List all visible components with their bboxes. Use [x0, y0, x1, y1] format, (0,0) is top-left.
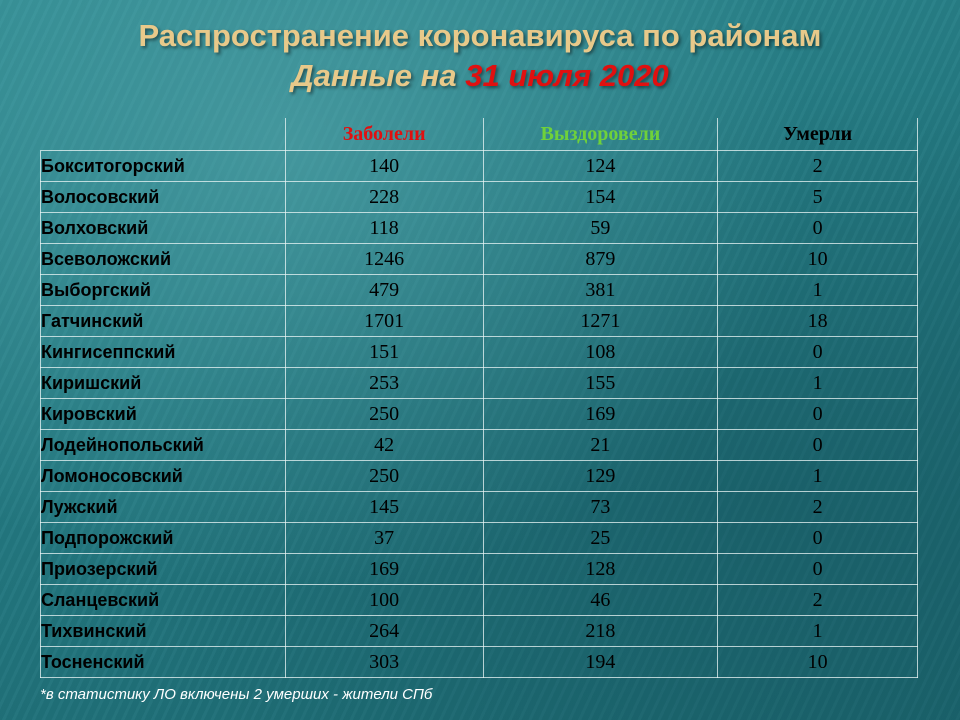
recovered-cell: 218	[483, 616, 718, 647]
district-cell: Кингисеппский	[41, 337, 286, 368]
table-row	[41, 306, 918, 337]
table-header-row	[41, 118, 918, 151]
sick-cell: 479	[285, 275, 483, 306]
sick-cell: 42	[285, 430, 483, 461]
subtitle-prefix: Данные на	[291, 58, 466, 93]
dead-cell: 1	[718, 616, 918, 647]
recovered-cell: 46	[483, 585, 718, 616]
district-cell: Всеволожский	[41, 244, 286, 275]
sick-cell: 118	[285, 213, 483, 244]
district-cell: Ломоносовский	[41, 461, 286, 492]
recovered-cell: 129	[483, 461, 718, 492]
recovered-cell: 381	[483, 275, 718, 306]
dead-cell: 10	[718, 244, 918, 275]
recovered-cell: 124	[483, 151, 718, 182]
dead-cell: 0	[718, 213, 918, 244]
district-cell: Лужский	[41, 492, 286, 523]
table-row	[41, 616, 918, 647]
recovered-cell: 155	[483, 368, 718, 399]
table-row	[41, 554, 918, 585]
recovered-cell: 25	[483, 523, 718, 554]
dead-cell: 1	[718, 275, 918, 306]
sick-cell: 1701	[285, 306, 483, 337]
table-row	[41, 647, 918, 678]
district-stats-table	[40, 118, 918, 678]
header-sick: Заболели	[285, 118, 483, 151]
table-row	[41, 182, 918, 213]
district-cell: Киришский	[41, 368, 286, 399]
recovered-cell: 154	[483, 182, 718, 213]
district-cell: Волховский	[41, 213, 286, 244]
dead-cell: 2	[718, 492, 918, 523]
district-cell: Кировский	[41, 399, 286, 430]
sick-cell: 253	[285, 368, 483, 399]
sick-cell: 250	[285, 399, 483, 430]
table-row	[41, 492, 918, 523]
sick-cell: 145	[285, 492, 483, 523]
table-row	[41, 275, 918, 306]
dead-cell: 2	[718, 151, 918, 182]
sick-cell: 228	[285, 182, 483, 213]
dead-cell: 18	[718, 306, 918, 337]
page-title: Распространение коронавируса по районам	[138, 18, 822, 53]
recovered-cell: 59	[483, 213, 718, 244]
dead-cell: 0	[718, 430, 918, 461]
sick-cell: 151	[285, 337, 483, 368]
header-recovered: Выздоровели	[483, 118, 718, 151]
table-row	[41, 368, 918, 399]
subtitle-date: 31 июля 2020	[465, 58, 669, 93]
recovered-cell: 73	[483, 492, 718, 523]
header-district	[41, 118, 286, 151]
table-row	[41, 585, 918, 616]
header-dead: Умерли	[718, 118, 918, 151]
sick-cell: 264	[285, 616, 483, 647]
district-cell: Тихвинский	[41, 616, 286, 647]
dead-cell: 0	[718, 523, 918, 554]
recovered-cell: 194	[483, 647, 718, 678]
sick-cell: 169	[285, 554, 483, 585]
dead-cell: 0	[718, 399, 918, 430]
table-row	[41, 399, 918, 430]
dead-cell: 0	[718, 554, 918, 585]
dead-cell: 10	[718, 647, 918, 678]
dead-cell: 0	[718, 337, 918, 368]
recovered-cell: 108	[483, 337, 718, 368]
district-cell: Выборгский	[41, 275, 286, 306]
sick-cell: 303	[285, 647, 483, 678]
footnote: *в статистику ЛО включены 2 умерших - жители СПб	[40, 686, 433, 703]
page-subtitle	[0, 58, 960, 94]
district-cell: Тосненский	[41, 647, 286, 678]
recovered-cell: 21	[483, 430, 718, 461]
district-cell: Бокситогорский	[41, 151, 286, 182]
table-row	[41, 523, 918, 554]
sick-cell: 100	[285, 585, 483, 616]
table-row	[41, 244, 918, 275]
district-cell: Сланцевский	[41, 585, 286, 616]
table-row	[41, 151, 918, 182]
district-cell: Подпорожский	[41, 523, 286, 554]
recovered-cell: 1271	[483, 306, 718, 337]
district-cell: Приозерский	[41, 554, 286, 585]
district-cell: Лодейнопольский	[41, 430, 286, 461]
sick-cell: 37	[285, 523, 483, 554]
table-body	[41, 151, 918, 678]
dead-cell: 1	[718, 368, 918, 399]
table-row	[41, 213, 918, 244]
recovered-cell: 128	[483, 554, 718, 585]
sick-cell: 250	[285, 461, 483, 492]
sick-cell: 140	[285, 151, 483, 182]
dead-cell: 1	[718, 461, 918, 492]
dead-cell: 2	[718, 585, 918, 616]
district-cell: Гатчинский	[41, 306, 286, 337]
table-row	[41, 337, 918, 368]
dead-cell: 5	[718, 182, 918, 213]
table-row	[41, 461, 918, 492]
table-row	[41, 430, 918, 461]
sick-cell: 1246	[285, 244, 483, 275]
recovered-cell: 169	[483, 399, 718, 430]
recovered-cell: 879	[483, 244, 718, 275]
district-cell: Волосовский	[41, 182, 286, 213]
